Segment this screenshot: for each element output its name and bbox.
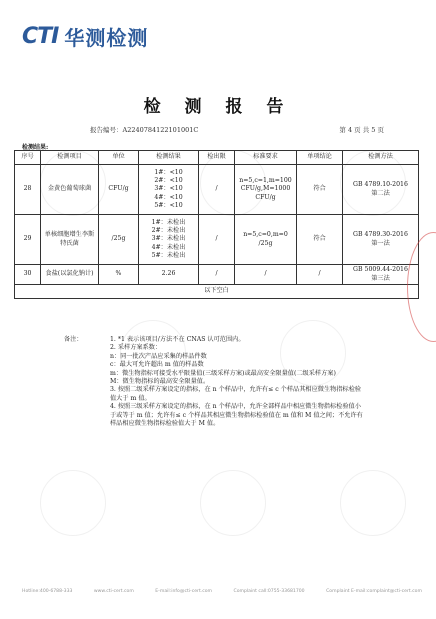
watermark-seal (340, 470, 406, 536)
note-line: 3. 按照二级采样方案设定的指标，在 n 个样品中，允许有≤ c 个样品其相应微生物指标检验值大于 m 值。 (110, 386, 362, 402)
note-line: 1. *1 表示该项目/方法不在 CNAS 认可范围内。 (110, 336, 245, 343)
table-row (15, 265, 419, 285)
section-label: 检测结果: (22, 144, 49, 151)
header-cell: 检测项目 (41, 151, 99, 165)
conclusion: / (297, 265, 343, 285)
report-title: 检 测 报 告 (143, 97, 293, 117)
conclusion: 符合 (297, 215, 343, 265)
page-info: 第 4 页 共 5 页 (339, 126, 384, 134)
notes-list (110, 336, 364, 428)
note-line: c：最大可允许超出 m 值的样品数 (110, 361, 204, 369)
footer-complaint-call: Complaint call:0755-33681700 (233, 589, 305, 594)
detection-limit: / (199, 165, 235, 215)
notes-label: 备注： (64, 336, 83, 343)
header-cell: 单项结论 (297, 151, 343, 165)
notes-section (64, 336, 364, 428)
standard-requirement: n=5,c=0,m=0 /25g (235, 215, 297, 265)
test-method: GB 5009.44-2016 第三法 (343, 265, 419, 285)
watermark-seal (40, 470, 106, 536)
detection-limit: / (199, 265, 235, 285)
standard-requirement: n=5,c=1,m=100 CFU/g,M=1000 CFU/g (235, 165, 297, 215)
unit: % (99, 265, 139, 285)
test-result: 1#：未检出 2#：未检出 3#：未检出 4#：未检出 5#：未检出 (139, 215, 199, 265)
header-cell: 检测结果 (139, 151, 199, 165)
footer-website: www.cti-cert.com (93, 589, 134, 594)
note-line: 2. 采样方案系数： (110, 344, 162, 352)
note-line: M：微生物指标的最高安全限量值。 (110, 378, 210, 386)
standard-requirement: / (235, 265, 297, 285)
table-footer-row (15, 285, 419, 299)
note-line: m：微生物指标可接受水平限量值(三级采样方案)或最高安全限量值(二级采样方案) (110, 369, 336, 377)
page-footer (22, 589, 422, 594)
header-cell: 标准要求 (235, 151, 297, 165)
table-header-row (15, 151, 419, 165)
table-row (15, 215, 419, 265)
footer-hotline: Hotline:400-6788-333 (22, 589, 73, 594)
header-cell: 单位 (99, 151, 139, 165)
report-number: 报告编号：A2240784122101001C (90, 126, 199, 134)
test-result: 2.26 (139, 265, 199, 285)
row-number: 30 (15, 265, 41, 285)
unit: /25g (99, 215, 139, 265)
header-cell: 序号 (15, 151, 41, 165)
logo-latin: CTI (22, 23, 59, 49)
watermark-seal (200, 470, 266, 536)
row-number: 28 (15, 165, 41, 215)
test-item: 金黄色葡萄球菌 (41, 165, 99, 215)
note-line: 4. 按照三级采样方案设定的指标，在 n 个样品中，允许全部样品中相应微生物指标检验值小于或等于 m 值；允许有≤ c 个样品其相应微生物指标检验值在 m 值和 M 值之间；不允许有样品相应微生物指标检验值大于 M 值。 (110, 403, 363, 428)
test-item: 食盐(以氯化钠计) (41, 265, 99, 285)
header-cell: 检测方法 (343, 151, 419, 165)
logo-chinese: 华测检测 (64, 25, 149, 50)
test-item: 单核细胞增生李斯特氏菌 (41, 215, 99, 265)
detection-limit: / (199, 215, 235, 265)
table-row (15, 165, 419, 215)
footer-complaint-email: Complaint E-mail:complaint@cti-cert.com (326, 589, 422, 594)
header-cell: 检出限 (199, 151, 235, 165)
footer-email: E-mail:info@cti-cert.com (155, 589, 213, 594)
test-method: GB 4789.10-2016 第二法 (343, 165, 419, 215)
unit: CFU/g (99, 165, 139, 215)
row-number: 29 (15, 215, 41, 265)
test-result: 1#：<10 2#：<10 3#：<10 4#：<10 5#：<10 (139, 165, 199, 215)
blank-below-note: 以下空白 (15, 285, 419, 299)
test-method: GB 4789.30-2016 第一法 (343, 215, 419, 265)
note-line: n：同一批次产品应采集的样品件数 (110, 352, 207, 360)
conclusion: 符合 (297, 165, 343, 215)
results-table (14, 150, 419, 299)
company-logo (22, 24, 148, 48)
